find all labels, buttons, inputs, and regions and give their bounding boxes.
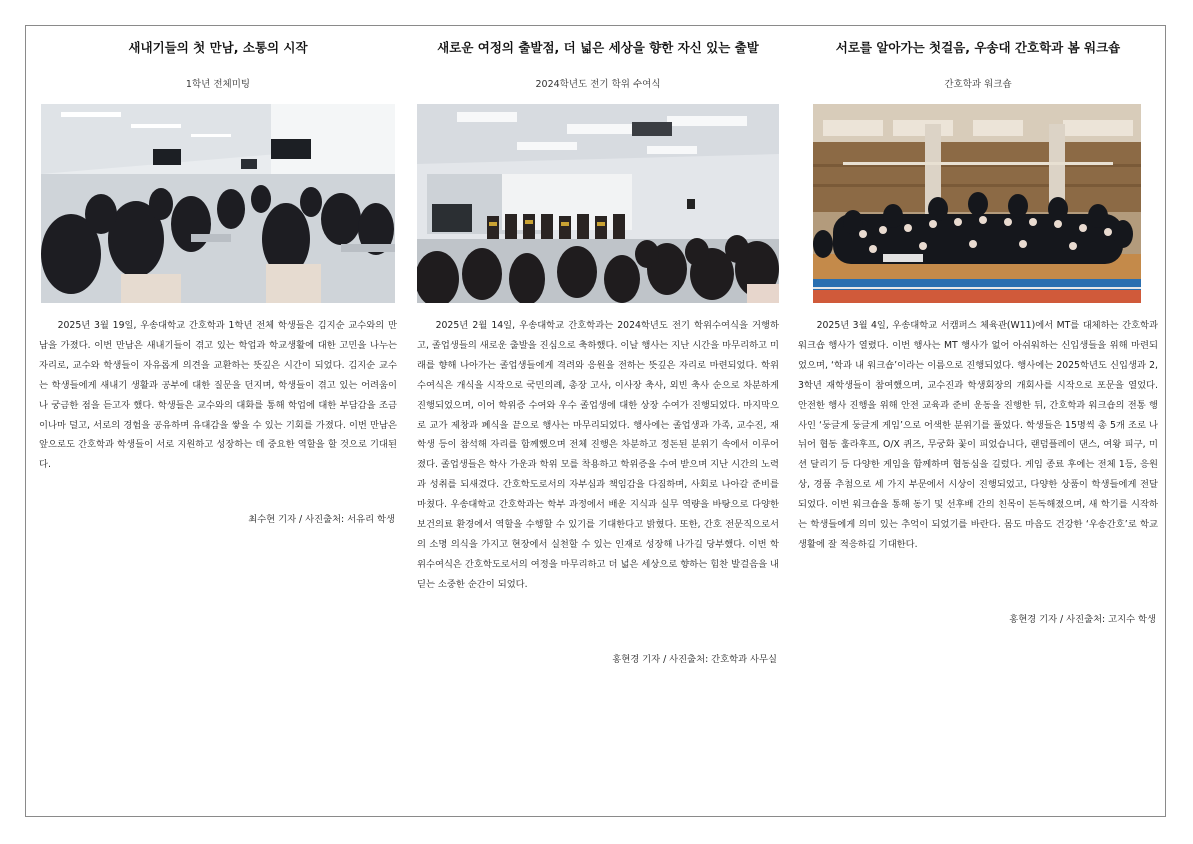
article-3-body: 2025년 3월 4일, 우송대학교 서캠퍼스 체육관(W11)에서 MT를 대체하는 간호학과 워크숍 행사가 열렸다. 이번 행사는 MT 행사가 없어 아쉬워하는 신입생들을 위해 마련되었으며, ‘학과 내 워크숍’이라는 이름으로 진행되었다. 행사에는 2025학년도 신입생과 2, 3학년 재학생들이 참여했으며, 교수진과 학생회장의 개회사를 시작으로 포문을 열었다. 안전한 행사 진행을 위해 안전 교육과 준비 운동을 진행한 뒤, 간호학과 워크숍의 전통 행사인 ‘둥글게 둥글게 게임’으로 어색한 분위기를 풀었다. 학생들은 15명씩 총 5개 조로 나뉘어 협동 훌라후프, O/X 퀴즈, 무궁화 꽃이 피었습니다, 랜덤플레이 댄스, 여왕 피구, 미션 달리기 등 다양한 게임을 함께하며 협동심을 길렀다. 게임 종료 후에는 전체 1등, 응원상, 경품 추첨으로 세 가지 부문에서 시상이 진행되었고, 다양한 상품이 학생들에게 전달되었다. 이번 워크숍을 통해 동기 및 선후배 간의 친목이 돈독해졌으며, 새 학기를 시작하는 학생들에게 의미 있는 추억이 되었기를 바란다. 몸도 마음도 건강한 ‘우송간호’로 학교생활에 잘 적응하길 기대한다. [798, 320, 1158, 550]
article-2-photo-graduation-ceremony [417, 104, 779, 303]
classroom-photo [41, 104, 395, 303]
article-3-subtitle: 간호학과 워크숍 [944, 79, 1012, 90]
article-1-credit: 최수현 기자 / 사진출처: 서유리 학생 [248, 514, 395, 525]
article-1-title: 새내기들의 첫 만남, 소통의 시작 [128, 40, 308, 55]
article-2-title: 새로운 여정의 출발점, 더 넓은 세상을 향한 자신 있는 출발 [437, 40, 759, 55]
article-3-title: 서로를 알아가는 첫걸음, 우송대 간호학과 봄 워크숍 [835, 40, 1121, 55]
article-1-photo-orientation-meeting [41, 104, 395, 303]
article-3-credit: 홍현경 기자 / 사진출처: 고지수 학생 [1009, 614, 1156, 625]
article-2-credit: 홍현경 기자 / 사진출처: 간호학과 사무실 [612, 654, 777, 665]
article-2-body: 2025년 2월 14일, 우송대학교 간호학과는 2024학년도 전기 학위수여식을 거행하고, 졸업생들의 새로운 출발을 진심으로 축하했다. 이날 행사는 지난 시간을 마무리하고 미래를 향해 나아가는 졸업생들에게 격려와 응원을 전하는 뜻깊은 자리로 마련되었다. 학위수여식은 개식을 시작으로 국민의례, 총장 고사, 이사장 축사, 외빈 축사 순으로 차분하게 진행되었으며, 이어 학위증 수여와 우수 졸업생에 대한 상장 수여가 진행되었다. 마지막으로 교가 제창과 폐식을 끝으로 행사는 마무리되었다. 행사에는 졸업생과 가족, 교수진, 재학생 등이 참석해 자리를 함께했으며 전체 진행은 차분하고 정돈된 분위기 속에서 이루어졌다. 졸업생들은 학사 가운과 학위 모를 착용하고 학위증을 수여 받으며 지난 시간의 노력과 성취를 되새겼다. 간호학도로서의 자부심과 책임감을 다짐하며, 사회로 나아갈 준비를 마쳤다. 우송대학교 간호학과는 학부 과정에서 배운 지식과 실무 역량을 바탕으로 다양한 보건의료 환경에서 역할을 수행할 수 있기를 기대한다고 밝혔다. 또한, 간호 전문직으로서의 소명 의식을 가지고 현장에서 실천할 수 있는 인재로 성장해 나가길 당부했다. 이번 학위수여식은 간호학도로서의 여정을 마무리하고 더 넓은 세상으로 향하는 힘찬 발걸음을 내딛는 소중한 순간이 되었다. [417, 320, 779, 590]
article-3-photo-workshop-group [813, 104, 1141, 303]
article-2-subtitle: 2024학년도 전기 학위 수여식 [535, 79, 661, 90]
gymnasium-group-photo [813, 104, 1141, 303]
graduation-photo [417, 104, 779, 303]
article-1-subtitle: 1학년 전체미팅 [185, 79, 251, 90]
article-1-body: 2025년 3월 19일, 우송대학교 간호학과 1학년 전체 학생들은 김지순 교수와의 만남을 가졌다. 이번 만남은 새내기들이 겪고 있는 학업과 학교생활에 대한 고민을 나누는 자리로, 교수와 학생들이 자유롭게 의견을 교환하는 뜻깊은 시간이 되었다. 김지순 교수는 학생들에게 새내기 생활과 공부에 대한 질문을 던지며, 학생들이 겪고 있는 어려움이나 궁금한 점을 듣고자 했다. 학생들은 교수와의 대화를 통해 학업에 대한 부담감을 조금이나마 덜고, 서로의 경험을 공유하며 유대감을 쌓을 수 있는 기회를 가졌다. 이번 만남은 앞으로도 간호학과 학생들이 서로 지원하고 성장하는 데 중요한 역할을 할 것으로 기대된다. [39, 320, 397, 471]
page-frame [25, 25, 1166, 817]
